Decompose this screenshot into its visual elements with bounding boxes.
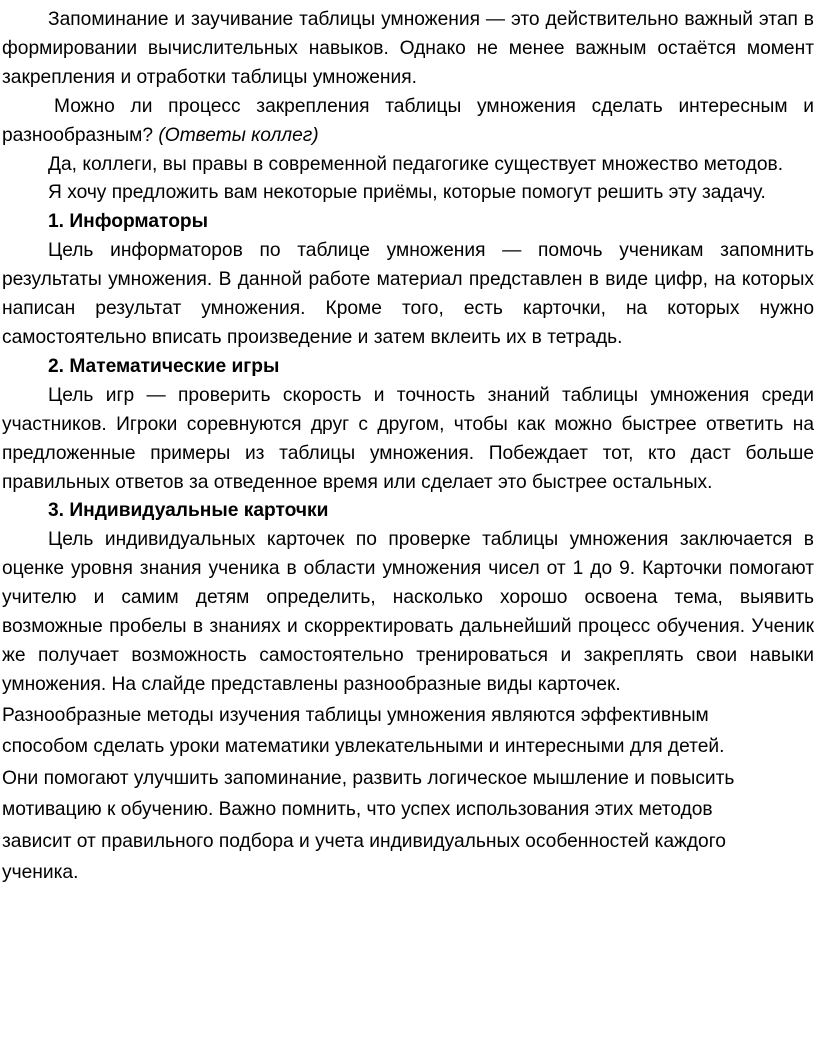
question-note: (Ответы коллег) <box>158 124 319 146</box>
intro-paragraph: Запоминание и заучивание таблицы умножения — это действительно важный этап в формировании вычислительных навыков. Однако не менее важным остаётся момент закрепления и отработки таблицы умножения. <box>2 9 814 88</box>
question-paragraph <box>2 93 814 151</box>
proposal-paragraph: Я хочу предложить вам некоторые приёмы, которые помогут решить эту задачу. <box>48 182 766 204</box>
answer-paragraph: Да, коллеги, вы правы в современной педагогике существует множество методов. <box>48 153 784 175</box>
section-heading-math-games: 2. Математические игры <box>48 355 280 377</box>
question-text: Можно ли процесс закрепления таблицы умножения сделать интересным и разнообразным? <box>2 95 814 146</box>
section-body-math-games: Цель игр — проверить скорость и точность знаний таблицы умножения среди участников. Игроки соревнуются друг с другом, чтобы как можно быстрее ответить на предложенные примеры из таблицы умножения. Побеждает тот, кто даст больше правильных ответов за отведенное время или сделает это быстрее остальных. <box>2 384 814 493</box>
section-heading-informators: 1. Информаторы <box>48 211 209 233</box>
section-body-informators: Цель информаторов по таблице умножения — помочь ученикам запомнить результаты умножения. В данной работе материал представлен в виде цифр, на которых написан результат умножения. Кроме того, есть карточки, на которых нужно самостоятельно вписать произведение и затем вклеить их в тетрадь. <box>2 240 814 348</box>
section-body-individual-cards: Цель индивидуальных карточек по проверке таблицы умножения заключается в оценке уровня знания ученика в области умножения чисел от 1 до 9. Карточки помогают учителю и самим детям определить, насколько хорошо освоена тема, выявить возможные пробелы в знаниях и скорректировать дальнейший процесс обучения. Ученик же получает возможность самостоятельно тренироваться и закреплять свои навыки умножения. На слайде представлены разнообразные виды карточек. <box>2 529 814 695</box>
closing-paragraph: Разнообразные методы изучения таблицы умножения являются эффективным способом сделать уроки математики увлекательными и интересными для детей. Они помогают улучшить запоминание, развить логическое мышление и повысить мотивацию к обучению. Важно помнить, что успех использования этих методов зависит от правильного подбора и учета индивидуальных особенностей каждого ученика. <box>2 704 735 884</box>
section-heading-individual-cards: 3. Индивидуальные карточки <box>48 500 329 522</box>
